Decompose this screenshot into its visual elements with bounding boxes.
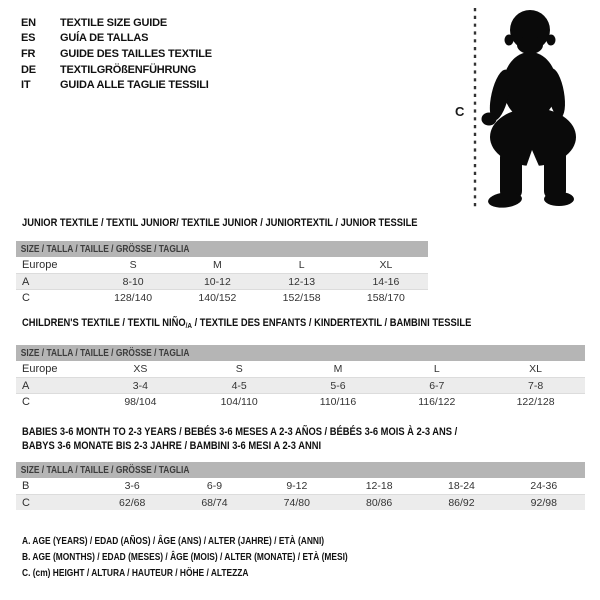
title-part: CHILDREN'S TEXTILE / TEXTIL NIÑO [22,317,186,329]
table-row-months [16,478,585,494]
table-row-europe [16,257,428,273]
babies-table-section [16,426,585,510]
table-row-age [16,377,585,393]
size-cell: 68/74 [201,496,228,509]
language-title: GUÍA DE TALLAS [60,32,149,45]
babies-table-title-line1 [22,426,585,439]
language-title: TEXTILE SIZE GUIDE [60,16,168,29]
size-header-band [16,241,428,257]
size-cell: 116/122 [418,395,456,408]
size-cell: 3-4 [132,379,148,392]
height-marker-label: C [455,104,465,119]
size-cell: XL [379,259,393,271]
language-row-de [21,62,212,78]
language-code: FR [21,47,36,60]
size-cell: 18-24 [448,480,475,492]
row-label: A [22,275,30,288]
size-cell: XS [133,363,148,375]
size-cell: 158/170 [366,291,405,304]
row-label: C [22,291,30,304]
size-header-text: SIZE / TALLA / TAILLE / GRÖSSE / TAGLIA [20,243,190,255]
size-cell: 24-36 [530,480,558,492]
size-cell: S [129,259,137,271]
size-cell: XL [529,363,542,375]
row-label: Europe [22,363,58,375]
legend-text-a: A. AGE (YEARS) / EDAD (AÑOS) / ÂGE (ANS) / ALTER (JAHRE) / ETÀ (ANNI) [22,535,325,547]
table-row-height [16,494,585,510]
children-table-title [22,317,585,332]
size-cell: 140/152 [198,291,237,304]
size-cell: 7-8 [527,379,544,392]
size-cell: 86/92 [448,496,475,509]
size-cell: 92/98 [530,496,557,509]
junior-table [16,241,428,305]
size-cell: 14-16 [372,275,400,288]
legend-text-c: C. (cm) HEIGHT / ALTURA / HAUTEUR / HÖHE / ALTEZZA [22,567,249,580]
size-cell: 9-12 [286,480,308,492]
baby-figure [440,0,600,220]
size-header-band [16,462,585,478]
language-row-en [21,15,212,31]
size-cell: 128/140 [114,291,153,304]
row-label: C [22,496,30,509]
row-label: Europe [22,259,58,271]
size-cell: 74/80 [283,496,310,509]
legend-line-c [22,565,429,581]
size-cell: 5-6 [330,379,346,392]
children-table-section [16,317,585,409]
size-cell: 10-12 [203,275,231,288]
row-label: B [22,480,30,492]
size-cell: M [333,363,343,375]
size-cell: L [298,259,305,271]
children-table [16,345,585,409]
size-cell: 12-13 [288,275,316,288]
language-row-it [21,77,212,93]
size-cell: S [235,363,243,375]
language-code: IT [21,79,31,92]
language-title: TEXTILGRÖßENFÜHRUNG [60,63,197,76]
junior-table-title-text: JUNIOR TEXTILE / TEXTIL JUNIOR/ TEXTILE JUNIOR / JUNIORTEXTIL / JUNIOR TESSILE [22,217,418,229]
size-cell: M [213,259,222,271]
table-row-europe [16,361,585,377]
title-part: / TEXTILE DES ENFANTS / KINDERTEXTIL / BAMBINI TESSILE [191,317,472,329]
junior-table-section [16,217,428,305]
size-cell: 62/68 [119,496,146,509]
size-cell: 80/86 [366,496,393,509]
junior-table-title [22,217,428,230]
size-cell: 110/116 [319,395,357,408]
table-row-age [16,273,428,289]
table-row-height [16,289,428,305]
size-cell: 8-10 [122,275,144,288]
language-title: GUIDA ALLE TAGLIE TESSILI [60,79,209,92]
language-code: DE [21,63,36,76]
legend [22,533,429,582]
size-cell: 122/128 [516,395,555,408]
table-row-height [16,393,585,409]
babies-title-text-line1: BABIES 3-6 MONTH TO 2-3 YEARS / BEBÉS 3-6 MESES A 2-3 AÑOS / BÉBÉS 3-6 MOIS À 2-3 ANS / [22,426,458,438]
size-cell: 152/158 [282,291,321,304]
language-code: ES [21,32,36,45]
size-header-band [16,345,585,361]
legend-text-b: B. AGE (MONTHS) / EDAD (MESES) / ÂGE (MOIS) / ALTER (MONATE) / ETÀ (MESI) [22,551,348,564]
language-list [21,15,212,93]
babies-table-title-line2 [22,439,585,454]
language-title: GUIDE DES TAILLES TEXTILE [60,47,212,60]
language-row-fr [21,46,212,62]
children-table-title-text [22,317,471,332]
size-cell: 4-5 [231,379,247,392]
size-header-text: SIZE / TALLA / TAILLE / GRÖSSE / TAGLIA [20,464,190,476]
babies-table [16,462,585,510]
size-cell: 6-9 [206,480,223,492]
size-cell: 6-7 [429,379,445,392]
legend-line-a [22,533,429,549]
size-cell: 98/104 [124,395,157,408]
language-row-es [21,31,212,47]
babies-title-text-line2: BABYS 3-6 MONATE BIS 2-3 JAHRE / BAMBINI 3-6 MESI A 2-3 ANNI [22,440,322,452]
language-code: EN [21,16,36,29]
size-cell: 3-6 [124,480,140,492]
row-label: A [22,379,30,392]
size-cell: 12-18 [365,480,393,492]
title-subscript: /A [185,321,192,330]
size-header-text: SIZE / TALLA / TAILLE / GRÖSSE / TAGLIA [20,347,190,359]
size-cell: 104/110 [220,395,258,408]
legend-line-b [22,549,429,565]
size-cell: L [433,363,440,375]
row-label: C [22,395,30,408]
